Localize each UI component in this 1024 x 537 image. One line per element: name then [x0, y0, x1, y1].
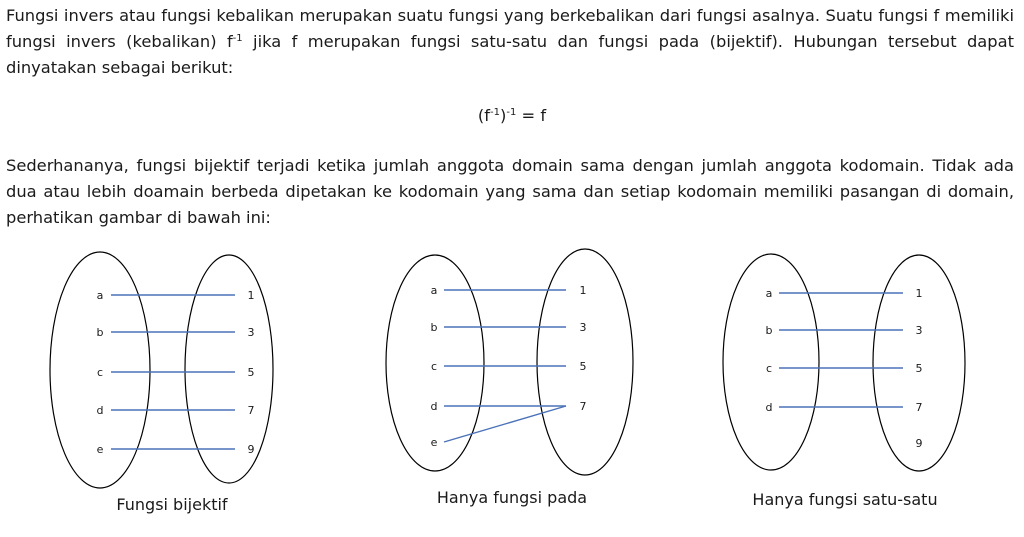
codomain-label-9: 9 [247, 443, 255, 456]
diagram-3 [723, 254, 965, 509]
domain-label-a: a [430, 284, 438, 297]
domain-label-b: b [430, 321, 438, 334]
diagram-2 [386, 249, 633, 507]
mapping-line-e-7 [444, 406, 566, 442]
diagram-caption: Hanya fungsi pada [436, 488, 588, 507]
domain-label-a: a [765, 287, 773, 300]
domain-label-d: d [96, 404, 104, 417]
intro-text-after: jika f merupakan fungsi satu-satu dan fungsi pada (bijektif). Hubungan tersebut dapat dinyatakan sebagai berikut: [6, 32, 1014, 77]
codomain-label-1: 1 [247, 289, 255, 302]
codomain-label-3: 3 [579, 321, 587, 334]
diagram-caption: Hanya fungsi satu-satu [752, 490, 938, 509]
domain-label-a: a [96, 289, 104, 302]
domain-label-c: c [765, 362, 773, 375]
codomain-label-3: 3 [247, 326, 255, 339]
domain-label-b: b [96, 326, 104, 339]
domain-label-b: b [765, 324, 773, 337]
codomain-label-3: 3 [915, 324, 923, 337]
domain-label-c: c [430, 360, 438, 373]
codomain-label-7: 7 [579, 400, 587, 413]
domain-label-e: e [96, 443, 104, 456]
domain-label-c: c [96, 366, 104, 379]
intro-text-before: Fungsi invers atau fungsi kebalikan merupakan suatu fungsi yang berkebalikan dari fungsi asalnya. Suatu fungsi f memiliki fungsi invers (kebalikan) f [6, 6, 1014, 51]
domain-label-d: d [430, 400, 438, 413]
codomain-label-1: 1 [915, 287, 923, 300]
domain-label-d: d [765, 401, 773, 414]
inverse-superscript: -1 [232, 33, 243, 44]
codomain-label-1: 1 [579, 284, 587, 297]
codomain-label-5: 5 [247, 366, 255, 379]
codomain-label-7: 7 [915, 401, 923, 414]
diagram-1 [50, 252, 273, 514]
codomain-label-5: 5 [915, 362, 923, 375]
formula-open: (f [477, 106, 491, 125]
codomain-label-9: 9 [915, 437, 923, 450]
domain-label-e: e [430, 436, 438, 449]
formula-close: ) [500, 106, 507, 125]
formula-sup-outer: -1 [506, 107, 517, 118]
codomain-label-5: 5 [579, 360, 587, 373]
formula-sup-inner: -1 [490, 107, 500, 118]
explanation-paragraph: Sederhananya, fungsi bijektif terjadi ketika jumlah anggota domain sama dengan jumlah anggota kodomain. Tidak ada dua atau lebih doamain berbeda dipetakan ke kodomain yang sama dan setiap kodomain memiliki pasangan di domain, perhatikan gambar di bawah ini: [6, 156, 1014, 227]
codomain-label-7: 7 [247, 404, 255, 417]
diagram-caption: Fungsi bijektif [116, 495, 228, 514]
formula-rhs: = f [516, 106, 547, 125]
